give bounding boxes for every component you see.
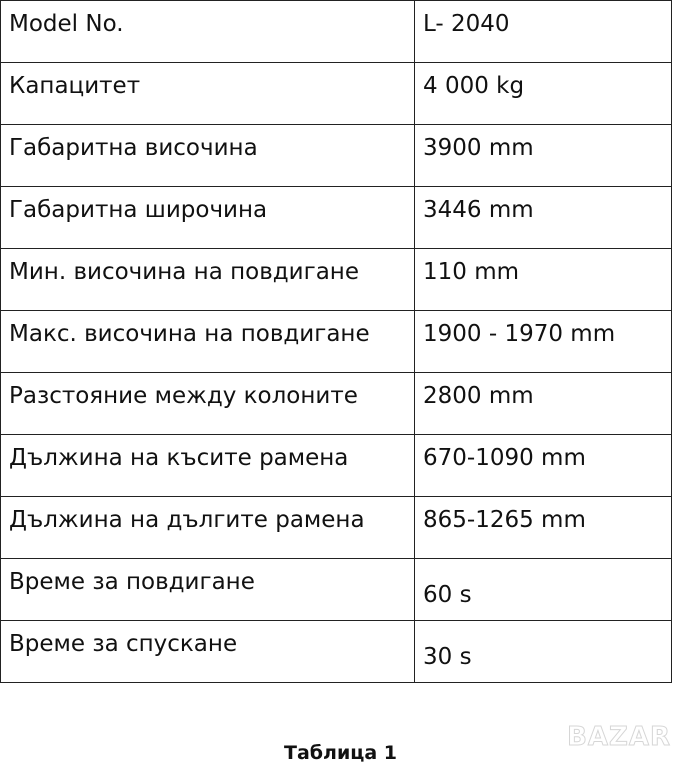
row-value: 1900 - 1970 mm: [415, 311, 672, 373]
row-label: Дължина на дългите рамена: [1, 497, 415, 559]
table-row: [1, 1, 672, 63]
watermark-logo: BAZAR: [567, 722, 671, 752]
row-value: 2800 mm: [415, 373, 672, 435]
row-value: 3900 mm: [415, 125, 672, 187]
row-label: Мин. височина на повдигане: [1, 249, 415, 311]
table-row: [1, 559, 672, 621]
row-value: 670-1090 mm: [415, 435, 672, 497]
table-row: [1, 373, 672, 435]
row-value: 3446 mm: [415, 187, 672, 249]
row-label: Разстояние между колоните: [1, 373, 415, 435]
table-row: [1, 621, 672, 683]
table-row: [1, 249, 672, 311]
table-row: [1, 125, 672, 187]
row-value: L- 2040: [415, 1, 672, 63]
table-row: [1, 187, 672, 249]
row-value: 60 s: [415, 559, 672, 621]
table-row: [1, 311, 672, 373]
row-value: 30 s: [415, 621, 672, 683]
table-caption: Таблица 1: [283, 742, 398, 764]
row-label: Време за повдигане: [1, 559, 415, 621]
row-label: Габаритна широчина: [1, 187, 415, 249]
row-value: 110 mm: [415, 249, 672, 311]
row-label: Model No.: [1, 1, 415, 63]
row-label: Капацитет: [1, 63, 415, 125]
table-row: [1, 63, 672, 125]
row-label: Време за спускане: [1, 621, 415, 683]
row-value: 865-1265 mm: [415, 497, 672, 559]
row-value: 4 000 kg: [415, 63, 672, 125]
table-row: [1, 497, 672, 559]
row-label: Дължина на късите рамена: [1, 435, 415, 497]
row-label: Габаритна височина: [1, 125, 415, 187]
table-row: [1, 435, 672, 497]
row-label: Макс. височина на повдигане: [1, 311, 415, 373]
